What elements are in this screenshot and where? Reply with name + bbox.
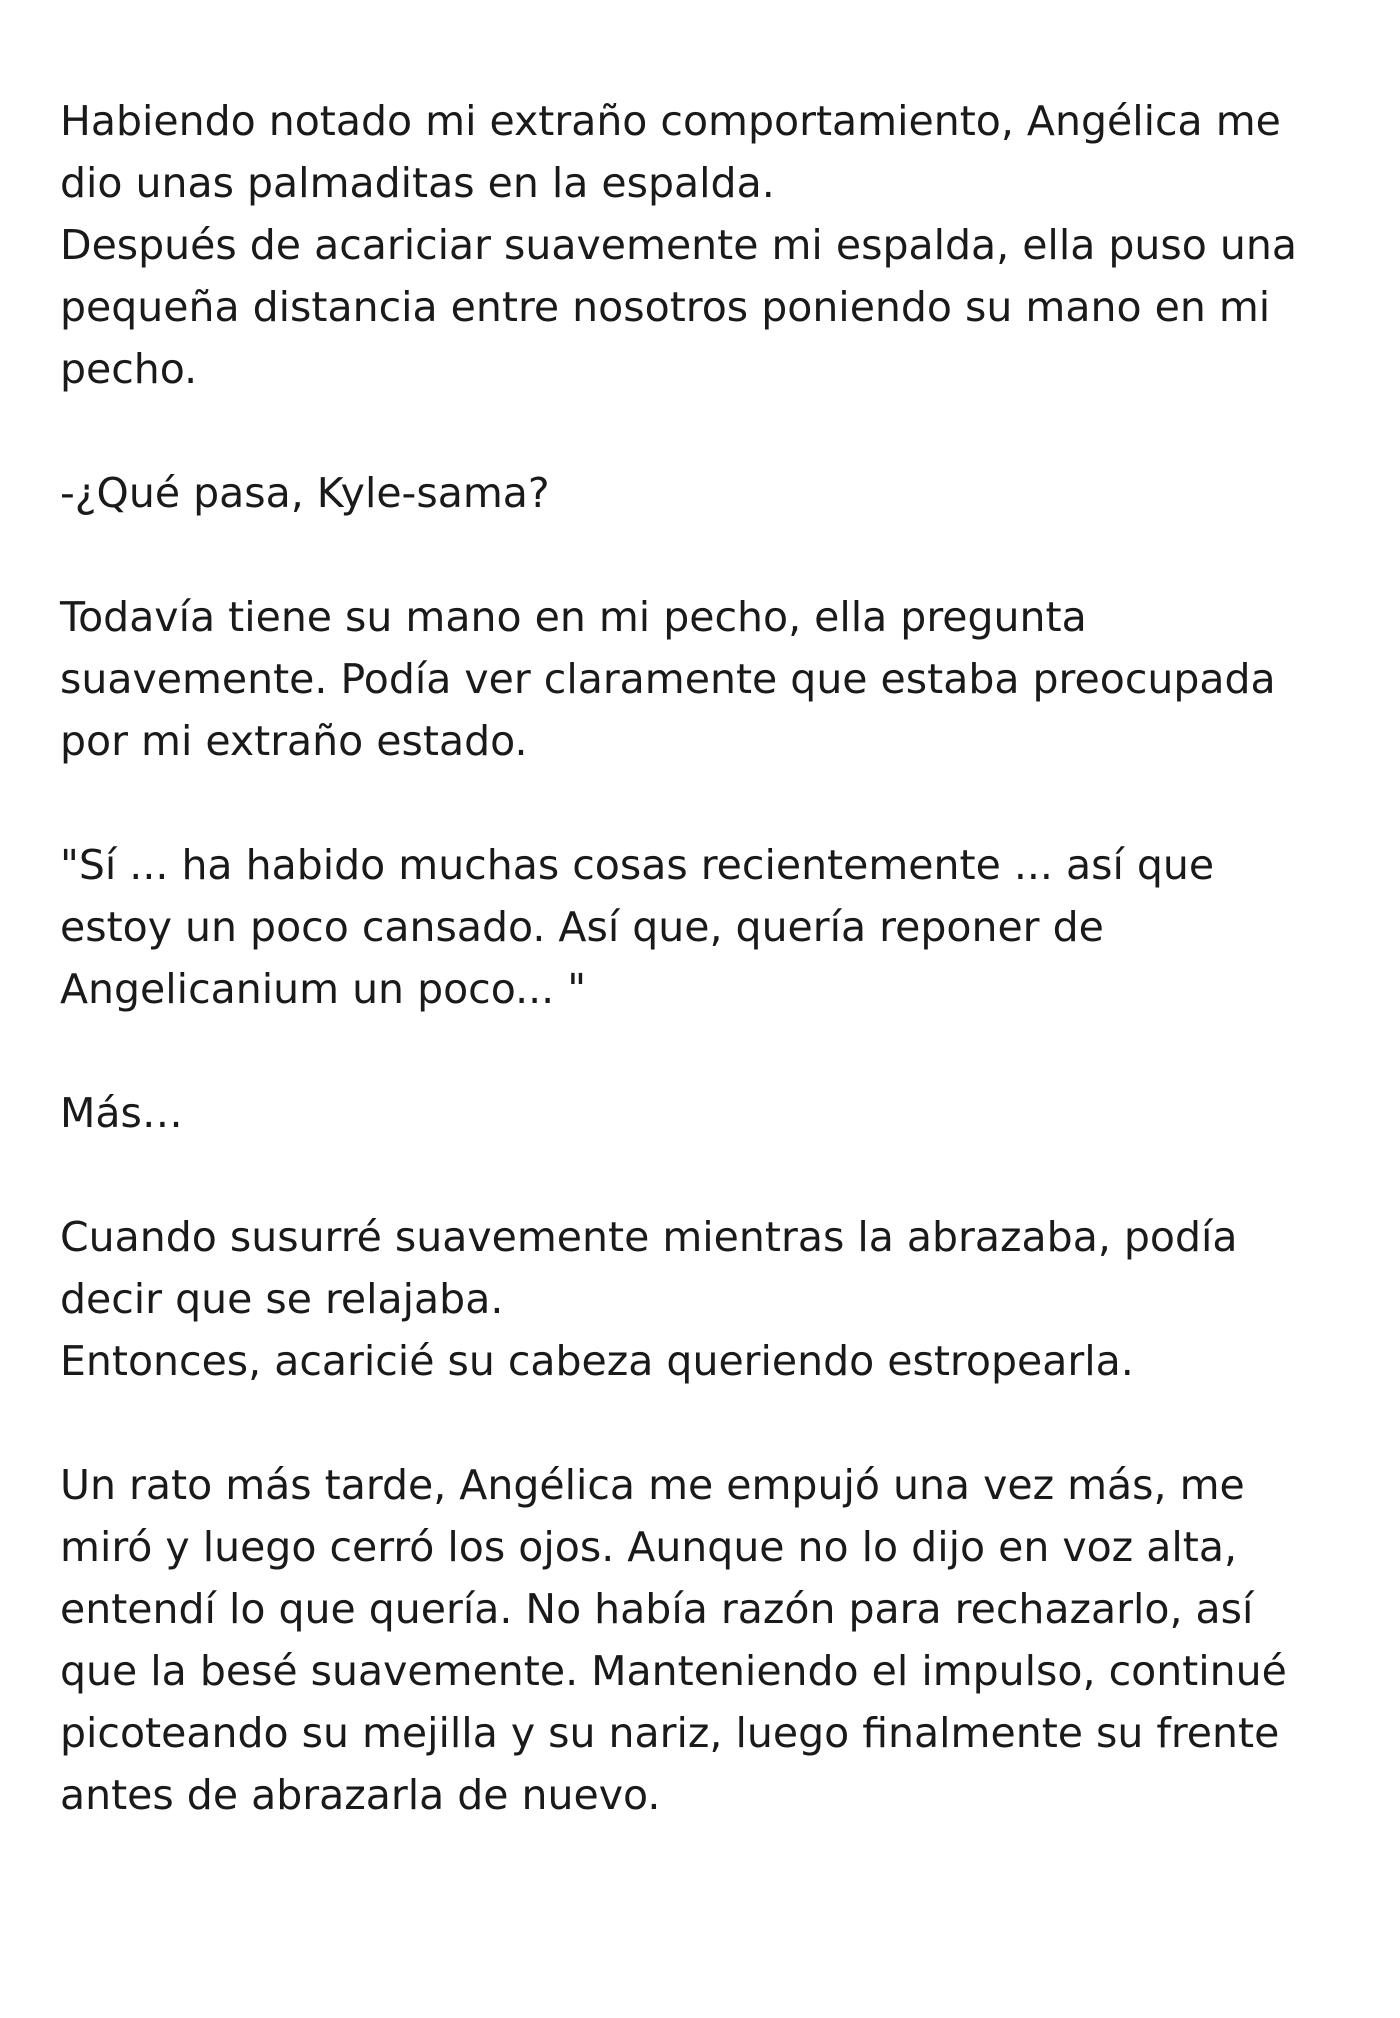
- text-line: dio unas palmaditas en la espalda.: [60, 159, 775, 207]
- text-line: miró y luego cerró los ojos. Aunque no lo dijo en voz alta,: [60, 1523, 1237, 1571]
- paragraph-gap: [60, 524, 1350, 586]
- text-line: "Sí ... ha habido muchas cosas recientemente ... así que: [60, 841, 1215, 889]
- text-line: antes de abrazarla de nuevo.: [60, 1771, 661, 1819]
- text-line: Más…: [60, 1089, 183, 1137]
- paragraph-4: [60, 834, 1350, 1020]
- paragraph-1: [60, 90, 1350, 400]
- paragraph-6: [60, 1206, 1350, 1392]
- text-line: Habiendo notado mi extraño comportamiento, Angélica me: [60, 97, 1281, 145]
- text-line: decir que se relajaba.: [60, 1275, 504, 1323]
- paragraph-5: [60, 1082, 1350, 1144]
- paragraph-2: [60, 462, 1350, 524]
- text-line: que la besé suavemente. Manteniendo el impulso, continué: [60, 1647, 1287, 1695]
- text-line: estoy un poco cansado. Así que, quería reponer de: [60, 903, 1104, 951]
- text-line: Un rato más tarde, Angélica me empujó una vez más, me: [60, 1461, 1245, 1509]
- paragraph-gap: [60, 400, 1350, 462]
- text-line: picoteando su mejilla y su nariz, luego finalmente su frente: [60, 1709, 1280, 1757]
- text-line: Entonces, acaricié su cabeza queriendo estropearla.: [60, 1337, 1134, 1385]
- paragraph-gap: [60, 1020, 1350, 1082]
- paragraph-gap: [60, 1144, 1350, 1206]
- text-line: -¿Qué pasa, Kyle-sama?: [60, 469, 550, 517]
- document-text: [60, 90, 1350, 1826]
- text-line: suavemente. Podía ver claramente que estaba preocupada: [60, 655, 1276, 703]
- text-line: pequeña distancia entre nosotros poniendo su mano en mi: [60, 283, 1271, 331]
- paragraph-gap: [60, 1392, 1350, 1454]
- text-line: por mi extraño estado.: [60, 717, 528, 765]
- text-line: Después de acariciar suavemente mi espalda, ella puso una: [60, 221, 1297, 269]
- paragraph-7: [60, 1454, 1350, 1826]
- text-line: pecho.: [60, 345, 198, 393]
- text-line: Cuando susurré suavemente mientras la abrazaba, podía: [60, 1213, 1238, 1261]
- text-line: entendí lo que quería. No había razón para rechazarlo, así: [60, 1585, 1254, 1633]
- text-line: Todavía tiene su mano en mi pecho, ella pregunta: [60, 593, 1087, 641]
- text-line: Angelicanium un poco... ": [60, 965, 587, 1013]
- paragraph-gap: [60, 772, 1350, 834]
- paragraph-3: [60, 586, 1350, 772]
